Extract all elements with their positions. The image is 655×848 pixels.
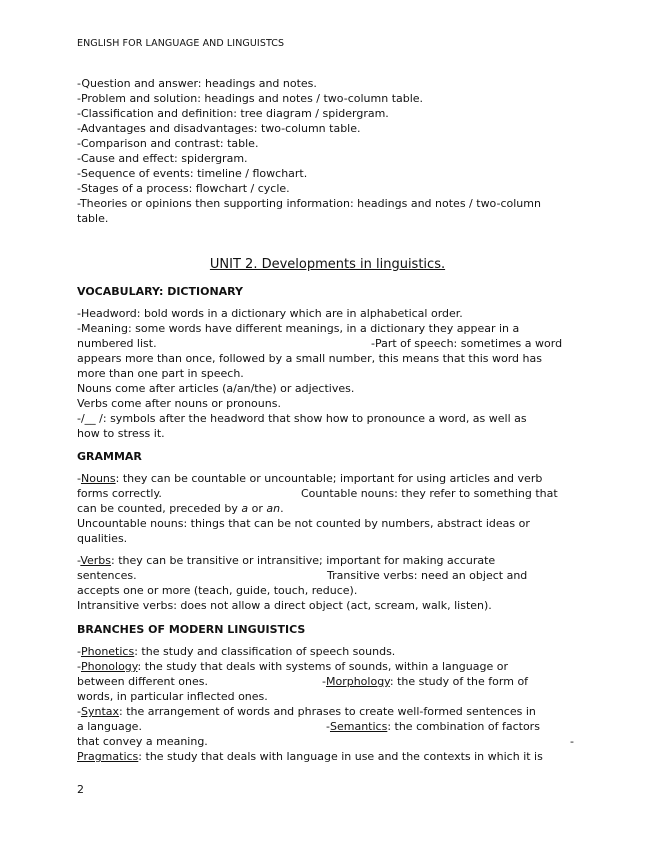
paragraph-line: -Headword: bold words in a dictionary which are in alphabetical order.	[77, 307, 463, 320]
paragraph-line: words, in particular inflected ones.	[77, 690, 268, 703]
paragraph-line: Nouns come after articles (a/an/the) or adjectives.	[77, 382, 355, 395]
paragraph-line: a language. -Semantics: the combination of factors	[77, 720, 540, 733]
paragraph-line: numbered list. -Part of speech: sometimes a word	[77, 337, 563, 350]
running-header: ENGLISH FOR LANGUAGE AND LINGUISTCS	[77, 38, 285, 49]
list-item: -Theories or opinions then supporting information: headings and notes / two-column	[77, 197, 541, 210]
nouns-term: Nouns	[80, 472, 116, 485]
paragraph-line: that convey a meaning. -	[77, 735, 574, 748]
phonology-term: Phonology	[80, 660, 138, 673]
semantics-term: Semantics	[329, 720, 388, 733]
list-item: -Comparison and contrast: table.	[77, 137, 259, 150]
text-structures-list	[77, 76, 577, 226]
paragraph-line: -Phonetics: the study and classification of speech sounds.	[77, 645, 396, 658]
paragraph-line: sentences. Transitive verbs: need an object and	[77, 569, 528, 582]
paragraph-line: -Syntax: the arrangement of words and phrases to create well-formed sentences in	[77, 705, 536, 718]
list-item: table.	[77, 212, 109, 225]
paragraph-line: -Phonology: the study that deals with systems of sounds, within a language or	[77, 660, 508, 673]
paragraph-line: Uncountable nouns: things that can be not counted by numbers, abstract ideas or	[77, 517, 530, 530]
paragraph-line: -Nouns: they can be countable or uncountable; important for using articles and verb	[77, 472, 543, 485]
list-item: -Advantages and disadvantages: two-column table.	[77, 122, 361, 135]
unit-title: UNIT 2. Developments in linguistics.	[209, 257, 446, 272]
verbs-term: Verbs	[80, 554, 112, 567]
vocabulary-heading: VOCABULARY: DICTIONARY	[77, 285, 243, 298]
paragraph-line: can be counted, preceded by a or an.	[77, 502, 284, 515]
paragraph-line: -/__ /: symbols after the headword that show how to pronounce a word, as well as	[77, 412, 527, 425]
morphology-term: Morphology	[325, 675, 390, 688]
list-item: -Sequence of events: timeline / flowchart.	[77, 167, 308, 180]
list-item: -Cause and effect: spidergram.	[77, 152, 248, 165]
branches-heading: BRANCHES OF MODERN LINGUISTICS	[77, 623, 306, 636]
phonetics-term: Phonetics	[80, 645, 135, 658]
paragraph-line: -Verbs: they can be transitive or intransitive; important for making accurate	[77, 554, 496, 567]
paragraph-line: Intransitive verbs: does not allow a direct object (act, scream, walk, listen).	[77, 599, 492, 612]
paragraph-line: -Meaning: some words have different meanings, in a dictionary they appear in a	[77, 322, 520, 335]
grammar-verbs	[77, 553, 577, 613]
paragraph-line: accepts one or more (teach, guide, touch, reduce).	[77, 584, 358, 597]
paragraph-line: more than one part in speech.	[77, 367, 244, 380]
paragraph-line: qualities.	[77, 532, 128, 545]
paragraph-line: how to stress it.	[77, 427, 165, 440]
paragraph-line: Pragmatics: the study that deals with language in use and the contexts in which it is	[77, 750, 543, 763]
grammar-nouns	[77, 471, 577, 546]
list-item: -Classification and definition: tree diagram / spidergram.	[77, 107, 389, 120]
page-number: 2	[77, 783, 84, 796]
vocabulary-section	[77, 306, 577, 441]
syntax-term: Syntax	[80, 705, 120, 718]
paragraph-line: appears more than once, followed by a small number, this means that this word has	[77, 352, 542, 365]
list-item: -Stages of a process: flowchart / cycle.	[77, 182, 290, 195]
paragraph-line: forms correctly. Countable nouns: they refer to something that	[77, 487, 558, 500]
list-item: -Question and answer: headings and notes.	[77, 77, 317, 90]
pragmatics-term: Pragmatics	[77, 750, 139, 763]
paragraph-line: between different ones. -Morphology: the study of the form of	[77, 675, 529, 688]
grammar-heading: GRAMMAR	[77, 450, 142, 463]
list-item: -Problem and solution: headings and notes / two-column table.	[77, 92, 424, 105]
paragraph-line: Verbs come after nouns or pronouns.	[77, 397, 281, 410]
branches-section	[77, 644, 577, 764]
